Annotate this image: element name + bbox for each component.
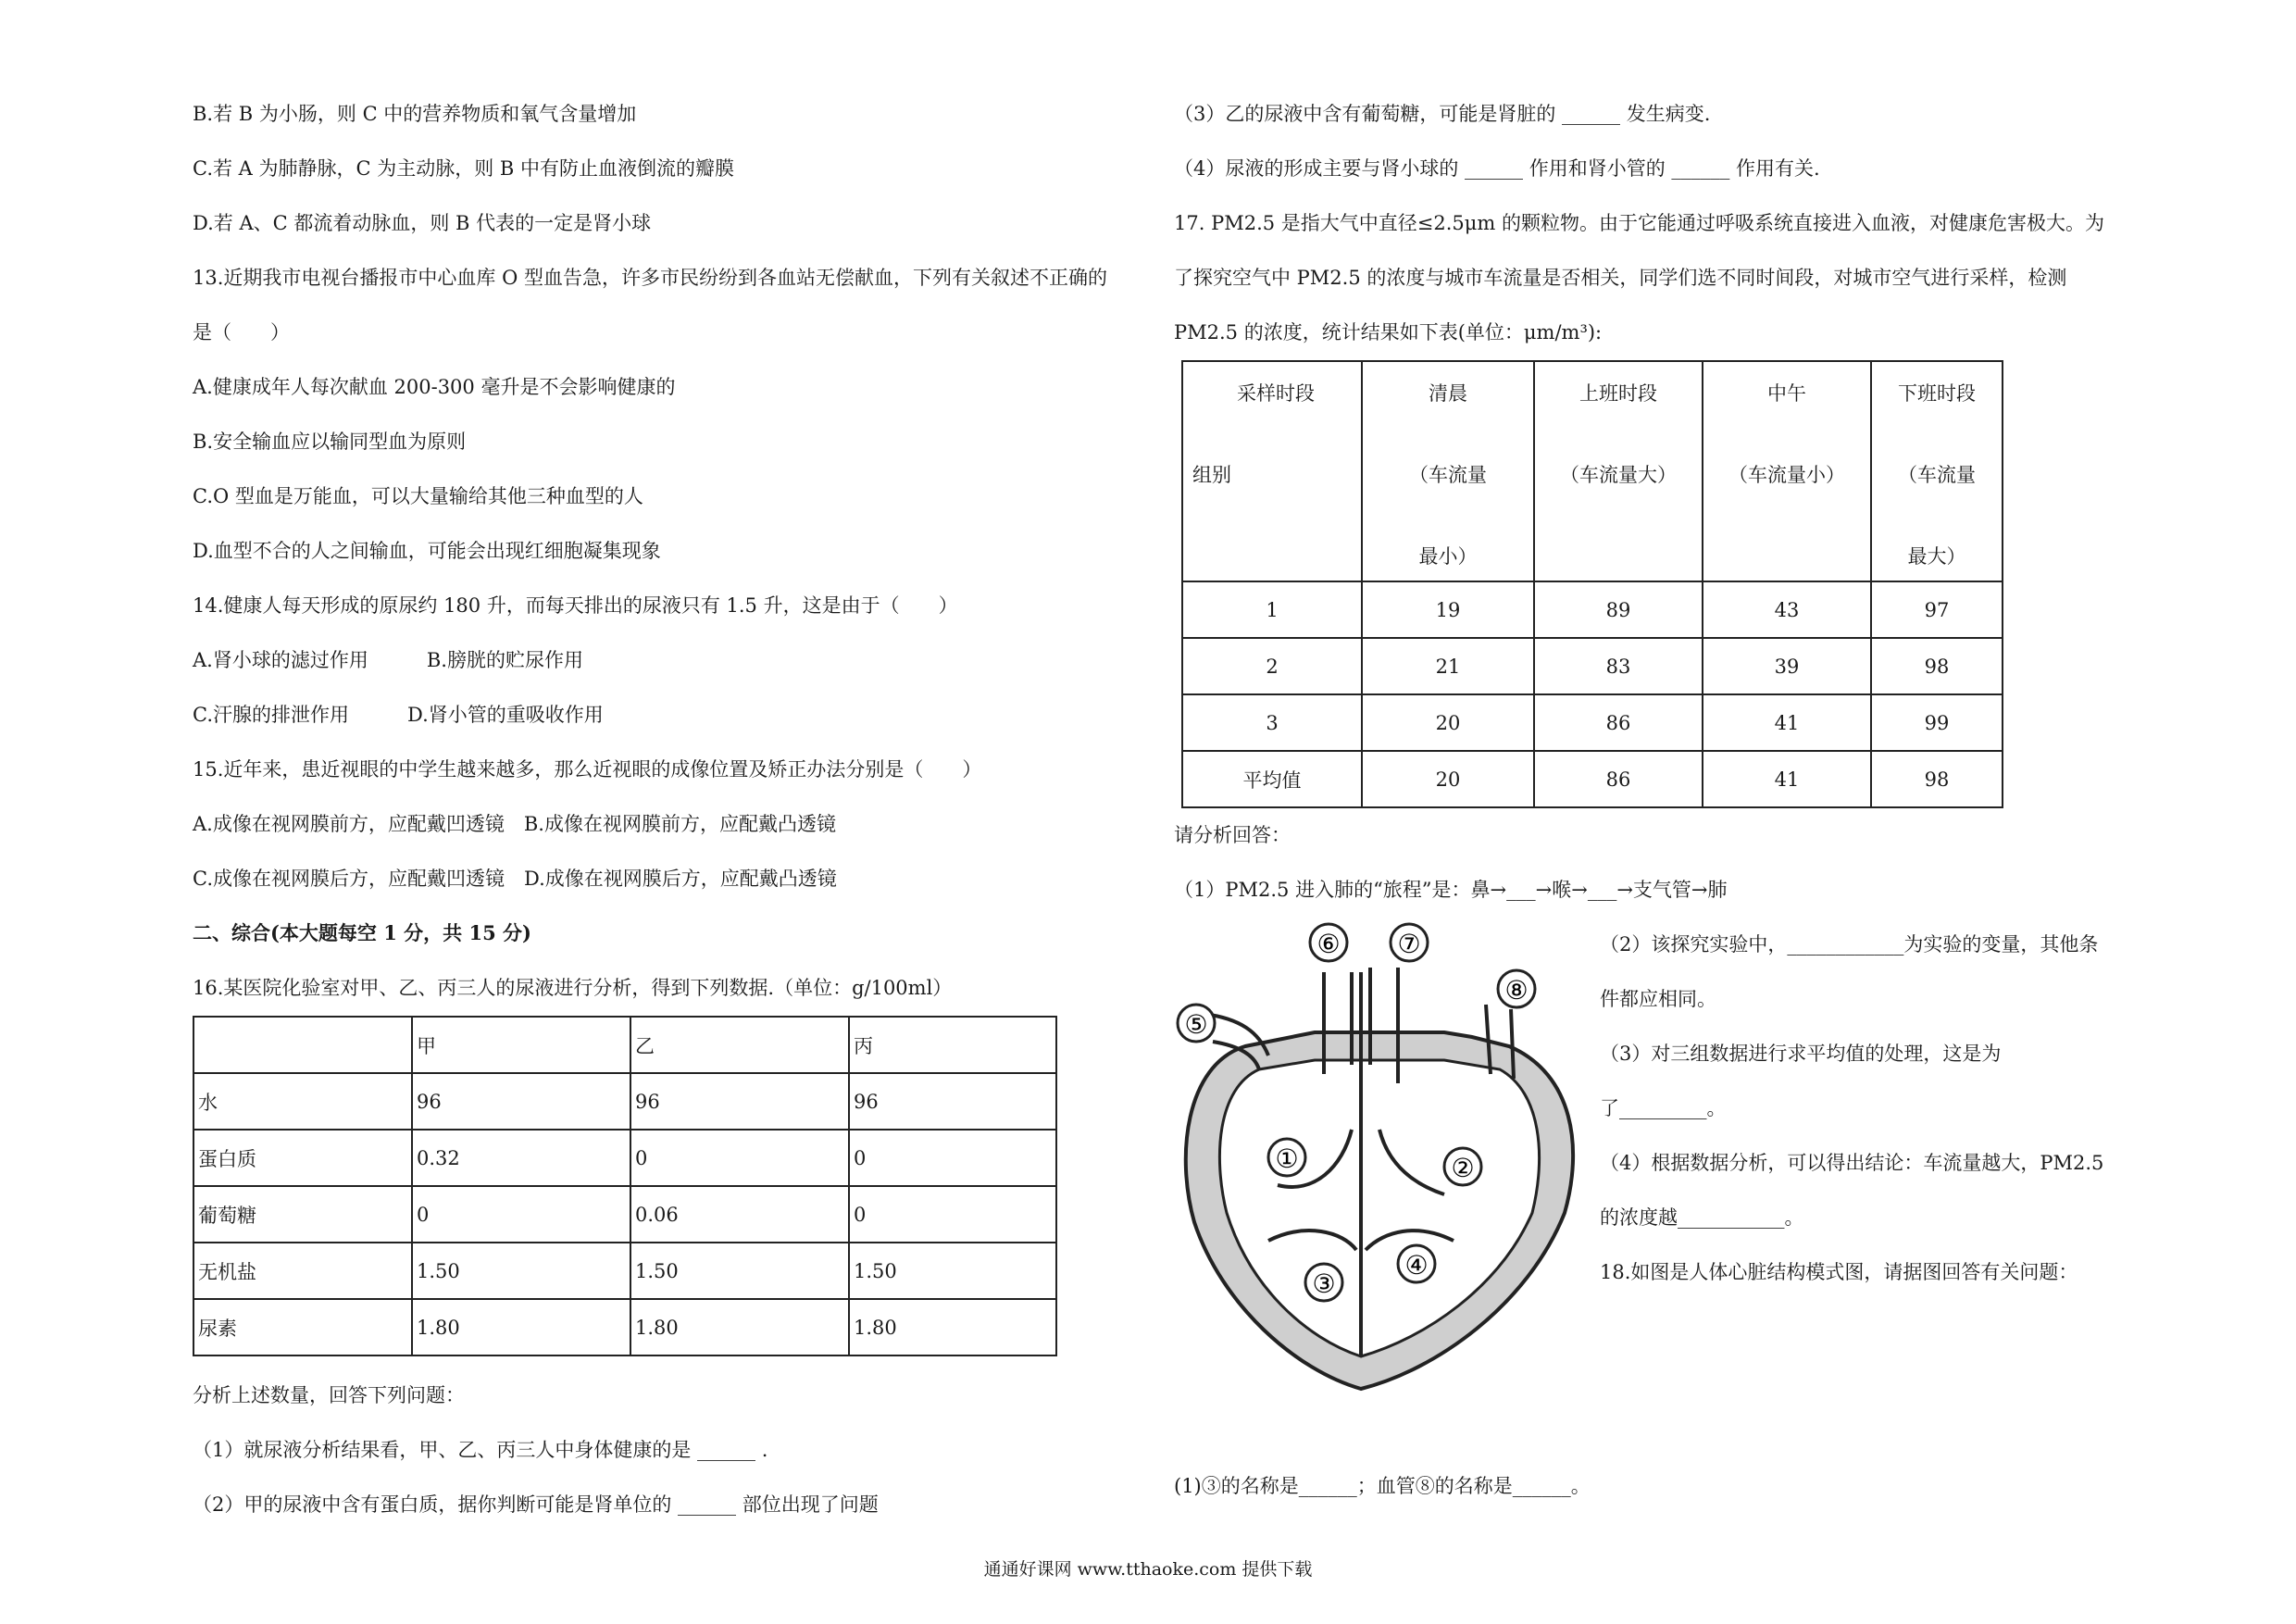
table-cell: 1.80 (849, 1299, 1056, 1355)
left-line-1: B.若 B 为小肠，则 C 中的营养物质和氧气含量增加 (193, 103, 637, 125)
table-cell: 20 (1362, 694, 1534, 751)
table-cell: 0 (849, 1186, 1056, 1243)
table-cell: 41 (1703, 751, 1871, 807)
heart-diagram (1167, 917, 1592, 1398)
q16-sub-1: （1）就尿液分析结果看，甲、乙、丙三人中身体健康的是 ______ . (193, 1439, 768, 1461)
corner-cell (1182, 361, 1362, 581)
column-note: （车流量大） (1560, 464, 1677, 486)
q16-sub-2: （2）甲的尿液中含有蛋白质，据你判断可能是肾单位的 ______ 部位出现了问题 (193, 1493, 879, 1516)
q15-options-ab: A.成像在视网膜前方，应配戴凹透镜 B.成像在视网膜前方，应配戴凸透镜 (193, 813, 836, 835)
question-16: 16.某医院化验室对甲、乙、丙三人的尿液进行分析，得到下列数据.（单位：g/100ml） (193, 977, 953, 999)
table-cell: 蛋白质 (193, 1130, 412, 1186)
table-cell: 98 (1871, 751, 2003, 807)
table-cell: 86 (1534, 694, 1703, 751)
table-cell: 0 (630, 1130, 849, 1186)
table-cell: 96 (630, 1073, 849, 1130)
table-header-row (1182, 361, 2003, 581)
q13-option-a: A.健康成年人每次献血 200-300 毫升是不会影响健康的 (193, 376, 676, 398)
q17-sub-4: （4）根据数据分析，可以得出结论：车流量越大，PM2.5 (1600, 1152, 2104, 1174)
svg-text:③: ③ (1312, 1268, 1336, 1299)
table-header-cell: 甲 (412, 1017, 630, 1073)
table-header-cell (1703, 361, 1871, 581)
table-cell: 尿素 (193, 1299, 412, 1355)
column-note: （车流量小） (1728, 464, 1845, 486)
question-13: 13.近期我市电视台播报市中心血库 O 型血告急，许多市民纷纷到各血站无偿献血，下列有关叙述不正确的 (193, 267, 1107, 289)
svg-text:④: ④ (1404, 1250, 1429, 1280)
column-name: 中午 (1767, 382, 1806, 405)
table-row (193, 1073, 1056, 1130)
table-row (1182, 751, 2003, 807)
table-cell: 99 (1871, 694, 2003, 751)
table-cell: 20 (1362, 751, 1534, 807)
label-8 (1498, 970, 1535, 1007)
table-cell: 0 (849, 1130, 1056, 1186)
svg-text:⑦: ⑦ (1397, 929, 1421, 959)
table-row (193, 1243, 1056, 1299)
left-line-2: C.若 A 为肺静脉，C 为主动脉，则 B 中有防止血液倒流的瓣膜 (193, 157, 735, 180)
svg-text:⑧: ⑧ (1504, 975, 1529, 1006)
table-row (193, 1186, 1056, 1243)
q13-option-c: C.O 型血是万能血，可以大量输给其他三种血型的人 (193, 485, 643, 507)
column-note: （车流量 (1409, 464, 1487, 486)
q16-sub-4: （4）尿液的形成主要与肾小球的 ______ 作用和肾小管的 ______ 作用有关. (1174, 157, 1820, 180)
question-17-cont-1: 了探究空气中 PM2.5 的浓度与城市车流量是否相关，同学们选不同时间段，对城市空气进行采样，检测 (1174, 267, 2067, 289)
q18-sub-1: (1)③的名称是______；血管⑧的名称是______。 (1174, 1475, 1591, 1497)
q16-sub-3: （3）乙的尿液中含有葡萄糖，可能是肾脏的 ______ 发生病变. (1174, 103, 1711, 125)
table-row (193, 1017, 1056, 1073)
label-4 (1398, 1245, 1435, 1282)
table-cell: 1.50 (412, 1243, 630, 1299)
table-cell: 1.80 (630, 1299, 849, 1355)
q14-options-cd: C.汗腺的排泄作用 D.肾小管的重吸收作用 (193, 704, 604, 726)
column-name: 清晨 (1429, 382, 1467, 405)
question-17: 17. PM2.5 是指大气中直径≤2.5μm 的颗粒物。由于它能通过呼吸系统直接进入血液，对健康危害极大。为 (1174, 212, 2105, 234)
q17-sub-1: （1）PM2.5 进入肺的“旅程”是：鼻→___→喉→___→支气管→肺 (1174, 879, 1728, 901)
corner-top-label: 采样时段 (1237, 382, 1315, 405)
q17-sub-2: （2）该探究实验中，____________为实验的变量，其他条 (1600, 933, 2099, 956)
table-cell: 3 (1182, 694, 1362, 751)
footer-credit: 通通好课网 www.tthaoke.com 提供下载 (983, 1559, 1313, 1580)
q16-analysis-prompt: 分析上述数量，回答下列问题： (193, 1384, 465, 1406)
table-header-cell: 乙 (630, 1017, 849, 1073)
table-cell: 21 (1362, 638, 1534, 694)
table-cell: 2 (1182, 638, 1362, 694)
question-14: 14.健康人每天形成的原尿约 180 升，而每天排出的尿液只有 1.5 升，这是由于（ ） (193, 594, 958, 617)
table-cell: 96 (849, 1073, 1056, 1130)
table-cell: 0 (412, 1186, 630, 1243)
label-3 (1305, 1264, 1342, 1301)
question-17-cont-2: PM2.5 的浓度，统计结果如下表(单位：μm/m³): (1174, 321, 1603, 344)
left-line-3: D.若 A、C 都流着动脉血，则 B 代表的一定是肾小球 (193, 212, 652, 234)
table-cell: 19 (1362, 581, 1534, 638)
table-cell: 43 (1703, 581, 1871, 638)
table-cell: 89 (1534, 581, 1703, 638)
q13-option-d: D.血型不合的人之间输血，可能会出现红细胞凝集现象 (193, 540, 661, 562)
q14-options-ab: A.肾小球的滤过作用 B.膀胱的贮尿作用 (193, 649, 583, 671)
table-cell: 1.50 (630, 1243, 849, 1299)
table-cell: 无机盐 (193, 1243, 412, 1299)
table-cell: 98 (1871, 638, 2003, 694)
q17-sub-4-cont: 的浓度越___________。 (1600, 1206, 1804, 1229)
label-6 (1310, 924, 1347, 961)
table-cell: 41 (1703, 694, 1871, 751)
column-name: 上班时段 (1579, 382, 1657, 405)
table-cell: 86 (1534, 751, 1703, 807)
q17-sub-3-cont: 了_________。 (1600, 1097, 1727, 1119)
table-cell: 0.32 (412, 1130, 630, 1186)
table-cell: 83 (1534, 638, 1703, 694)
q13-option-b: B.安全输血应以输同型血为原则 (193, 431, 467, 453)
svg-text:⑤: ⑤ (1184, 1009, 1208, 1040)
q15-options-cd: C.成像在视网膜后方，应配戴凹透镜 D.成像在视网膜后方，应配戴凸透镜 (193, 868, 837, 890)
table-header-cell (1534, 361, 1703, 581)
urine-analysis-table (193, 1016, 1057, 1356)
table-row (1182, 638, 2003, 694)
question-13-cont: 是（ ） (193, 321, 290, 344)
table-cell: 39 (1703, 638, 1871, 694)
column-note: （车流量 (1898, 464, 1976, 486)
q17-sub-3: （3）对三组数据进行求平均值的处理，这是为 (1600, 1043, 2002, 1065)
table-cell (193, 1017, 412, 1073)
table-cell: 葡萄糖 (193, 1186, 412, 1243)
table-row (1182, 581, 2003, 638)
table-cell: 97 (1871, 581, 2003, 638)
q17-sub-2-cont: 件都应相同。 (1600, 988, 1716, 1010)
table-header-cell (1362, 361, 1534, 581)
svg-text:①: ① (1275, 1143, 1299, 1174)
column-note: 最大） (1907, 545, 1966, 568)
table-header-cell (1871, 361, 2003, 581)
table-cell: 1 (1182, 581, 1362, 638)
question-18: 18.如图是人体心脏结构模式图，请据图回答有关问题： (1600, 1261, 2078, 1283)
table-cell: 平均值 (1182, 751, 1362, 807)
pm25-table (1181, 360, 2003, 808)
table-cell: 1.50 (849, 1243, 1056, 1299)
label-2 (1444, 1148, 1481, 1185)
svg-text:⑥: ⑥ (1316, 929, 1341, 959)
table-cell: 1.80 (412, 1299, 630, 1355)
table-cell: 96 (412, 1073, 630, 1130)
table-cell: 0.06 (630, 1186, 849, 1243)
label-5 (1178, 1005, 1215, 1042)
column-name: 下班时段 (1898, 382, 1976, 405)
question-15: 15.近年来，患近视眼的中学生越来越多，那么近视眼的成像位置及矫正办法分别是（ ） (193, 758, 982, 781)
table-header-cell: 丙 (849, 1017, 1056, 1073)
table-cell: 水 (193, 1073, 412, 1130)
label-7 (1391, 924, 1428, 961)
table-row (193, 1299, 1056, 1355)
label-1 (1268, 1139, 1305, 1176)
column-note: 最小） (1418, 545, 1478, 568)
section-heading: 二、综合(本大题每空 1 分，共 15 分) (193, 921, 531, 944)
corner-bottom-label: 组别 (1192, 464, 1231, 486)
q17-analysis-prompt: 请分析回答： (1174, 824, 1291, 846)
svg-text:②: ② (1451, 1153, 1475, 1183)
table-row (1182, 694, 2003, 751)
table-row (193, 1130, 1056, 1186)
